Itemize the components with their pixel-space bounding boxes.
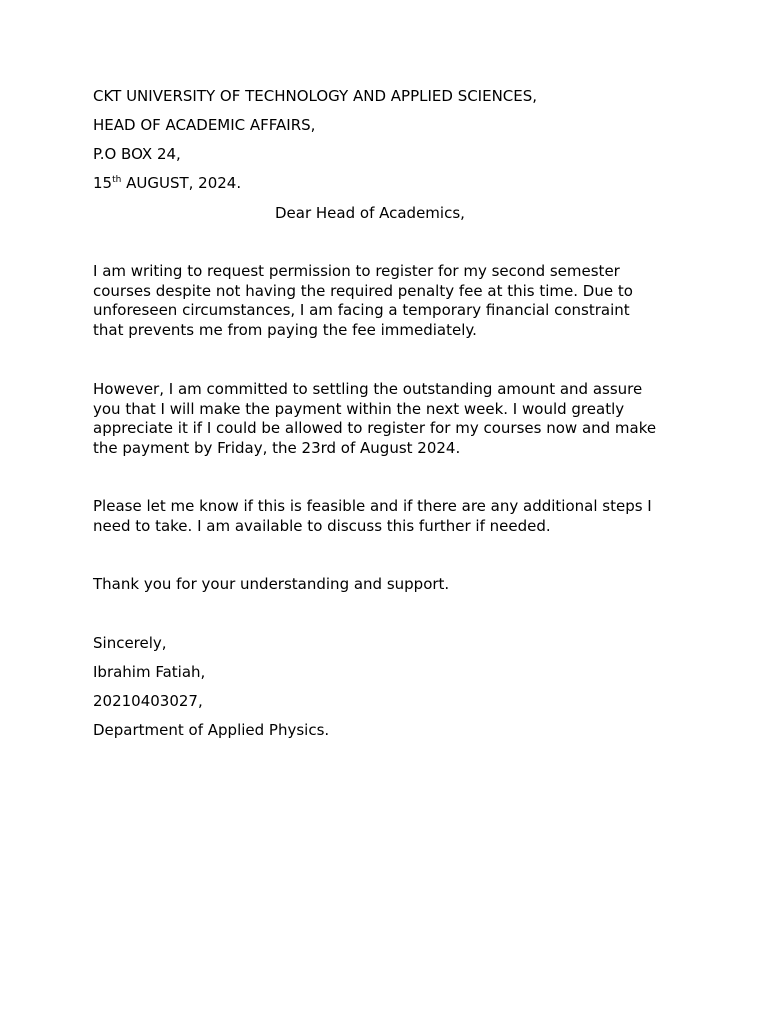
date-day: 15 [93,174,113,192]
paragraph-line: need to take. I am available to discuss this further if needed. [93,516,551,535]
date-ordinal-suffix: th [112,175,122,185]
date-month-year: AUGUST, 2024. [121,174,242,192]
paragraph-line: Please let me know if this is feasible and if there are any additional steps I [93,497,652,515]
body-paragraph-feasibility [93,497,693,536]
paragraph-line: the payment by Friday, the 23rd of August 2024. [93,438,461,457]
letter-date [93,174,241,192]
paragraph-line: courses despite not having the required penalty fee at this time. Due to [93,281,633,300]
sender-student-id: 20210403027, [93,692,203,710]
salutation: Dear Head of Academics, [275,204,465,222]
body-paragraph-request [93,262,693,340]
body-paragraph-commitment [93,380,693,458]
paragraph-line: that prevents me from paying the fee immediately. [93,320,477,339]
recipient-institution: CKT UNIVERSITY OF TECHNOLOGY AND APPLIED SCIENCES, [93,87,538,105]
paragraph-line: appreciate it if I could be allowed to register for my courses now and make [93,419,657,438]
sender-department: Department of Applied Physics. [93,721,330,739]
paragraph-line: unforeseen circumstances, I am facing a temporary financial constraint [93,301,630,320]
paragraph-line: I am writing to request permission to register for my second semester [93,262,620,280]
paragraph-line: you that I will make the payment within the next week. I would greatly [93,399,625,418]
body-paragraph-thanks [93,575,693,595]
recipient-office: HEAD OF ACADEMIC AFFAIRS, [93,116,316,134]
paragraph-line: Thank you for your understanding and support. [93,575,450,593]
sender-name: Ibrahim Fatiah, [93,663,206,681]
recipient-po-box: P.O BOX 24, [93,145,181,163]
valediction: Sincerely, [93,634,167,652]
paragraph-line: However, I am committed to settling the outstanding amount and assure [93,380,643,398]
